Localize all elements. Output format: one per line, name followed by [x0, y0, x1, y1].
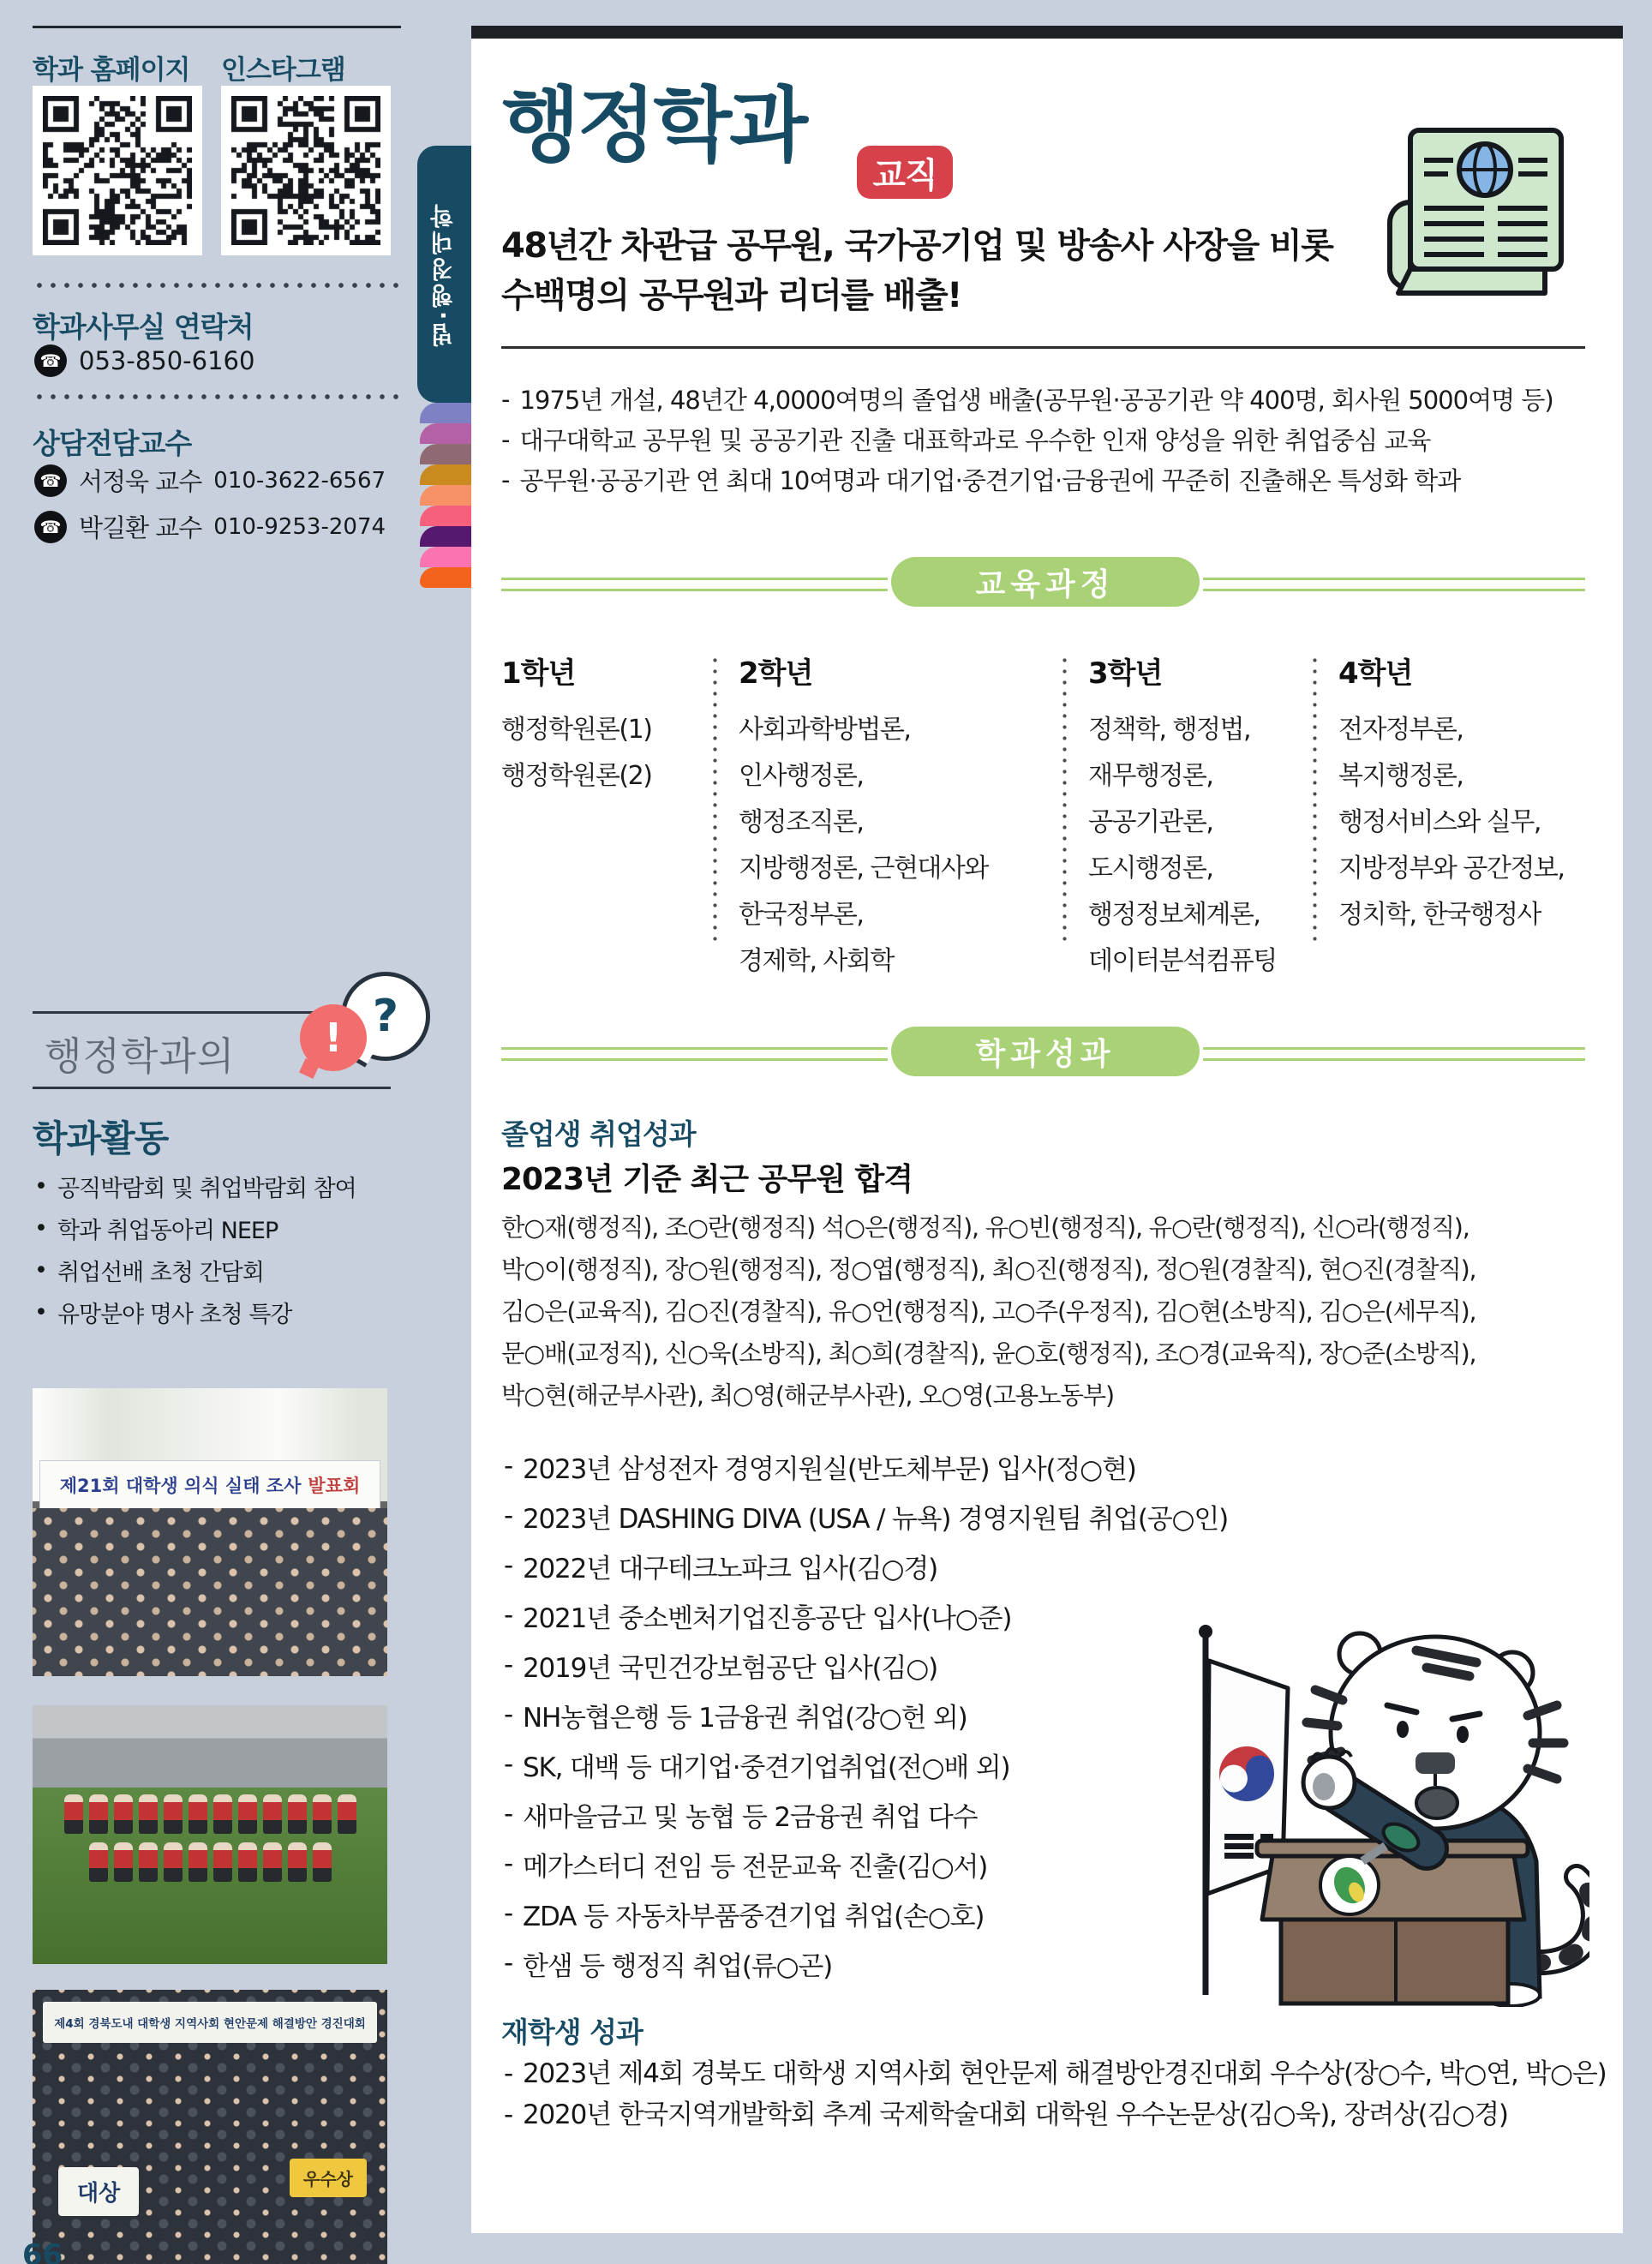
- employment-item: [504, 1839, 1228, 1889]
- top-bar: [471, 26, 1623, 39]
- dash-bullet: -: [504, 1848, 512, 1879]
- employment-text: 새마을금고 및 농협 등 2금융권 취업 다수: [523, 1801, 978, 1833]
- photo-stand: [33, 1705, 387, 1788]
- course-line: 정책학, 행정법,: [1088, 715, 1250, 745]
- teaching-cert-badge: 교직: [857, 146, 953, 199]
- grand-prize-sign: 대상: [58, 2167, 139, 2216]
- banner-text: 제21회 대학생 의식 실태 조사: [59, 1476, 302, 1496]
- course-line: 경제학, 사회학: [739, 946, 894, 976]
- employment-text: 한샘 등 행정직 취업(류○곤): [523, 1950, 833, 1982]
- bullet-glyph: •: [34, 1173, 47, 1200]
- employment-text: 2021년 중소벤처기업진흥공단 입사(나○준): [523, 1602, 1012, 1634]
- employment-list: [504, 1441, 1228, 1988]
- dash-bullet: -: [504, 1550, 512, 1581]
- qr-pattern: [43, 96, 192, 245]
- curriculum-col-1: [501, 650, 707, 800]
- office-contact-heading: 학과사무실 연락처: [33, 310, 254, 344]
- employment-text: SK, 대백 등 대기업·중견기업취업(전○배 외): [523, 1752, 1010, 1783]
- employment-item: [504, 1640, 1228, 1690]
- course-line: 사회과학방법론,: [739, 715, 911, 745]
- bullet-glyph: •: [34, 1215, 47, 1242]
- activities-heading: 학과활동: [33, 1117, 169, 1159]
- dash-bullet: -: [501, 464, 510, 494]
- intro-bullet: [501, 379, 1553, 419]
- curriculum-col-4: [1338, 650, 1595, 938]
- course-line: 재무행정론,: [1088, 761, 1213, 791]
- column-divider: [1062, 655, 1067, 946]
- phone-glyph: ☎: [39, 516, 62, 537]
- banner-accent-text: 발표회: [308, 1476, 361, 1496]
- header-divider: [501, 346, 1585, 349]
- curriculum-section-title: 교육과정: [891, 557, 1200, 607]
- employment-item: [504, 1889, 1228, 1938]
- activity-label: 공직박람회 및 취업박람회 참여: [57, 1176, 356, 1202]
- photo-presentation-event: [33, 1388, 387, 1676]
- dash-bullet: -: [501, 424, 510, 454]
- intro-rule-bottom: [33, 1087, 391, 1089]
- employment-item: [504, 1491, 1228, 1541]
- activity-label: 유망분야 명사 초청 특강: [57, 1302, 292, 1328]
- dash-bullet: -: [504, 1600, 512, 1631]
- course-line: 행정조직론,: [739, 807, 864, 837]
- name-line: 김○은(교육직), 김○진(경찰직), 유○언(행정직), 고○주(우정직), 김○현(소방직), 김○은(세무직),: [501, 1297, 1476, 1326]
- intro-bullet-text: 공무원·공공기관 연 최대 10여명과 대기업·중견기업·금융권에 꾸준히 진출해온 특성화 학과: [519, 466, 1461, 495]
- intro-bullet: [501, 419, 1553, 459]
- exclamation-glyph: !: [324, 1015, 343, 1061]
- course-line: 행정서비스와 실무,: [1338, 807, 1541, 837]
- grade-heading: 3학년: [1088, 656, 1163, 691]
- section-line-left: [501, 1047, 888, 1061]
- phone-glyph: ☎: [39, 470, 62, 491]
- curriculum-col-3: [1088, 650, 1302, 985]
- office-phone-number: 053-850-6160: [79, 346, 255, 375]
- activities-list: [34, 1165, 356, 1333]
- employment-item: [504, 1541, 1228, 1590]
- sidebar-top-rule: [33, 26, 401, 28]
- college-tab: [417, 146, 471, 403]
- course-line: 지방정부와 공간정보,: [1338, 853, 1565, 883]
- phone-icon: [34, 464, 67, 497]
- korean-flag: [1199, 1625, 1288, 1995]
- employment-item: [504, 1740, 1228, 1789]
- office-phone-row: [34, 344, 254, 377]
- student-achievement-list: [504, 2053, 1607, 2135]
- dash-bullet: -: [504, 2099, 512, 2130]
- student-text: 2023년 제4회 경북도 대학생 지역사회 현안문제 해결방안경진대회 우수상(장○수, 박○연, 박○은): [523, 2058, 1607, 2089]
- employment-text: 2023년 DASHING DIVA (USA / 뉴욕) 경영지원팀 취업(공○인): [523, 1503, 1228, 1535]
- course-line: 전자정부론,: [1338, 715, 1463, 745]
- photo-crowd: [33, 1508, 387, 1676]
- activity-item: [34, 1207, 356, 1249]
- grade-heading: 4학년: [1338, 656, 1413, 691]
- excellence-prize-sign: 우수상: [290, 2159, 367, 2197]
- intro-bullet: [501, 459, 1553, 500]
- dash-bullet: -: [504, 1898, 512, 1929]
- name-line: 박○이(행정직), 장○원(행정직), 정○엽(행정직), 최○진(행정직), 정○원(경찰직), 현○진(경찰직),: [501, 1255, 1476, 1284]
- activity-label: 학과 취업동아리 NEEP: [57, 1218, 278, 1244]
- course-line: 공공기관론,: [1088, 807, 1213, 837]
- column-divider: [713, 655, 717, 946]
- soccer-team-figures: [58, 1794, 362, 1882]
- employment-text: NH농협은행 등 1금융권 취업(강○헌 외): [523, 1702, 967, 1734]
- curriculum-col-2: [739, 650, 1047, 985]
- student-item: [504, 2053, 1607, 2094]
- advisor-row: [34, 509, 386, 544]
- student-text: 2020년 한국지역개발학회 추계 국제학술대회 대학원 우수논문상(김○욱), 장려상(김○경): [523, 2099, 1508, 2130]
- activity-item: [34, 1165, 356, 1207]
- course-line: 인사행정론,: [739, 761, 864, 791]
- grade-heading: 1학년: [501, 656, 576, 691]
- advisor-row: [34, 463, 386, 498]
- phone-icon: [34, 511, 67, 543]
- headline-line-1: 48년간 차관급 공무원, 국가공기업 및 방송사 사장을 비롯: [501, 226, 1333, 266]
- phone-glyph: ☎: [39, 350, 62, 371]
- course-line: 데이터분석컴퓨팅: [1088, 946, 1277, 976]
- homepage-qr-label: 학과 홈페이지: [33, 55, 190, 86]
- advisor-phone: 010-9253-2074: [213, 513, 386, 540]
- employment-text: 2023년 삼성전자 경영지원실(반도체부문) 입사(정○현): [523, 1453, 1136, 1485]
- question-glyph: ?: [372, 991, 399, 1042]
- college-tab-label: 법·행정대학: [431, 201, 458, 347]
- dept-intro-label: 행정학과의: [45, 1033, 236, 1079]
- intro-bullet-text: 대구대학교 공무원 및 공공기관 진출 대표학과로 우수한 인재 양성을 위한 취업중심 교육: [519, 426, 1431, 455]
- course-line: 복지행정론,: [1338, 761, 1463, 791]
- course-line: 행정정보체계론,: [1088, 900, 1260, 930]
- achievement-section-title: 학과성과: [891, 1027, 1200, 1076]
- course-line: 도시행정론,: [1088, 853, 1213, 883]
- employment-text: 2019년 국민건강보험공단 입사(김○): [523, 1652, 937, 1684]
- phone-icon: [34, 344, 67, 377]
- dash-bullet: -: [504, 1699, 512, 1730]
- course-line: 정치학, 한국행정사: [1338, 900, 1541, 930]
- course-line: 지방행정론, 근현대사와: [739, 853, 988, 883]
- dash-bullet: -: [504, 1948, 512, 1979]
- activity-label: 취업선배 초청 간담회: [57, 1260, 264, 1286]
- exclamation-bubble-icon: [300, 1004, 367, 1071]
- grade-heading: 2학년: [739, 656, 813, 691]
- employment-item: [504, 1590, 1228, 1640]
- photo-banner: 제4회 경북도내 대학생 지역사회 현안문제 해결방안 경진대회: [43, 2002, 377, 2043]
- employment-item: [504, 1690, 1228, 1740]
- intro-bullet-list: [501, 379, 1553, 500]
- civil-service-heading: 2023년 기준 최근 공무원 합격: [501, 1162, 913, 1197]
- course-line: 한국정부론,: [739, 900, 864, 930]
- tiger-mascot-illustration: [1144, 1578, 1589, 2007]
- photo-soccer-team: [33, 1705, 387, 1964]
- dash-bullet: -: [504, 1799, 512, 1830]
- course-line: 행정학원론(2): [501, 761, 652, 791]
- employment-text: 2022년 대구테크노파크 입사(김○경): [523, 1553, 937, 1584]
- college-ribbon: [420, 403, 471, 588]
- students-heading: 재학생 성과: [501, 2015, 643, 2049]
- advisor-phone: 010-3622-6567: [213, 467, 386, 494]
- headline-line-2: 수백명의 공무원과 리더를 배출!: [501, 276, 961, 315]
- photo-award-ceremony: [33, 1990, 387, 2264]
- newspaper-icon: [1361, 118, 1582, 305]
- photo-banner: [39, 1460, 380, 1510]
- graduates-heading: 졸업생 취업성과: [501, 1117, 696, 1151]
- section-line-left: [501, 578, 888, 591]
- activity-item: [34, 1249, 356, 1291]
- headline: [501, 221, 1332, 320]
- advisors-heading: 상담전담교수: [33, 427, 192, 460]
- section-line-right: [1203, 578, 1585, 591]
- bubble-tail: [299, 1058, 320, 1079]
- advisor-name: 서정욱 교수: [79, 467, 202, 496]
- page-number: 66: [22, 2238, 63, 2264]
- page-title: 행정학과: [501, 79, 806, 173]
- section-line-right: [1203, 1047, 1585, 1061]
- dash-bullet: -: [504, 1500, 512, 1531]
- employment-item: [504, 1938, 1228, 1988]
- dash-bullet: -: [504, 1451, 512, 1482]
- dotted-divider: [33, 283, 399, 288]
- dash-bullet: -: [501, 384, 510, 414]
- employment-item: [504, 1441, 1228, 1491]
- dash-bullet: -: [504, 1749, 512, 1780]
- instagram-qr-label: 인스타그램: [221, 55, 345, 86]
- column-divider: [1313, 655, 1317, 946]
- advisor-name: 박길환 교수: [79, 513, 202, 542]
- employment-item: [504, 1789, 1228, 1839]
- employment-text: 메가스터디 전임 등 전문교육 진출(김○서): [523, 1851, 988, 1883]
- instagram-qr-code: [221, 86, 391, 255]
- name-line: 한○재(행정직), 조○란(행정직) 석○은(행정직), 유○빈(행정직), 유○란(행정직), 신○라(행정직),: [501, 1213, 1469, 1242]
- activity-item: [34, 1291, 356, 1333]
- qr-pattern: [231, 96, 380, 245]
- name-line: 박○현(해군부사관), 최○영(해군부사관), 오○영(고용노동부): [501, 1381, 1114, 1410]
- dash-bullet: -: [504, 2058, 512, 2089]
- intro-bullet-text: 1975년 개설, 48년간 4,0000여명의 졸업생 배출(공무원·공공기관 약 400명, 회사원 5000여명 등): [519, 386, 1553, 415]
- dash-bullet: -: [504, 1650, 512, 1680]
- podium: [1257, 1841, 1528, 2003]
- bullet-glyph: •: [34, 1299, 47, 1326]
- student-item: [504, 2094, 1607, 2135]
- course-line: 행정학원론(1): [501, 715, 652, 745]
- homepage-qr-code: [33, 86, 202, 255]
- bullet-glyph: •: [34, 1257, 47, 1284]
- name-line: 문○배(교정직), 신○욱(소방직), 최○희(경찰직), 윤○호(행정직), 조○경(교육직), 장○준(소방직),: [501, 1339, 1476, 1368]
- civil-service-name-list: [501, 1207, 1475, 1416]
- employment-text: ZDA 등 자동차부품중견기업 취업(손○호): [523, 1901, 985, 1932]
- dotted-divider: [33, 394, 399, 399]
